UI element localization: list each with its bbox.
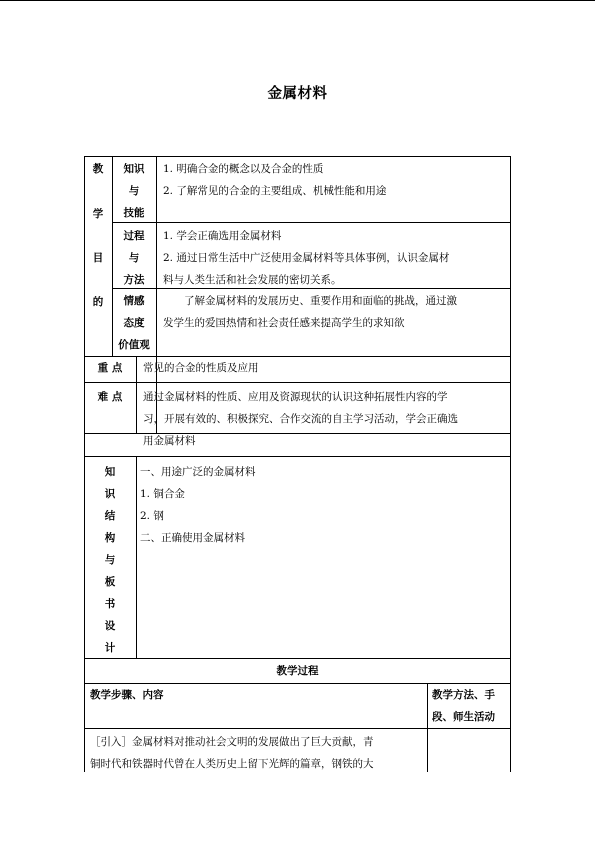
teaching-process-header: 教学过程 (276, 665, 319, 677)
structure-label: 知 识 结 构 与 板 书 设 计 (104, 466, 116, 654)
knowledge-content: 1. 明确合金的概念以及合金的性质 2. 了解常见的合金的主要组成、机械性能和用途 (163, 163, 387, 197)
goals-header-char-1: 教 (92, 163, 104, 175)
key-point-label: 重 点 (97, 362, 123, 374)
key-point-content: 常见的合金的性质及应用 (143, 362, 259, 374)
difficulty-content: 通过金属材料的性质、应用及资源现状的认识这种拓展性内容的学 习，开展有效的、积极探究、合作交流的自主学习活动，学会正确选 用金属材料 (143, 391, 458, 447)
difficulty-label: 难 点 (97, 391, 123, 403)
intro-content: ［引入］金属材料对推动社会文明的发展做出了巨大贡献，青 铜时代和铁器时代曾在人类历史上留下光辉的篇章，钢铁的大 (90, 736, 374, 770)
goals-header-char-4: 的 (92, 296, 104, 308)
top-rule (0, 0, 595, 1)
steps-header: 教学步骤、内容 (90, 689, 164, 701)
goals-header-char-2: 学 (92, 208, 104, 220)
structure-content: 一、用途广泛的金属材料 1. 铜合金 2. 钢 二、正确使用金属材料 (140, 466, 256, 544)
goals-header-char-3: 目 (92, 252, 104, 264)
process-label: 过程 与 方法 (123, 230, 145, 286)
page-title: 金属材料 (267, 86, 328, 102)
knowledge-label: 知识 与 技能 (123, 163, 145, 219)
emotion-content: 了解金属材料的发展历史、重要作用和面临的挑战，通过激 发学生的爱国热情和社会责任感来提高学生的求知欲 (163, 295, 457, 329)
emotion-label: 情感 态度 价值观 (118, 295, 150, 351)
process-content: 1. 学会正确选用金属材料 2. 通过日常生活中广泛使用金属材料等具体事例，认识金属材 料与人类生活和社会发展的密切关系。 (163, 230, 450, 286)
methods-header: 教学方法、手 段、师生活动 (432, 689, 495, 723)
